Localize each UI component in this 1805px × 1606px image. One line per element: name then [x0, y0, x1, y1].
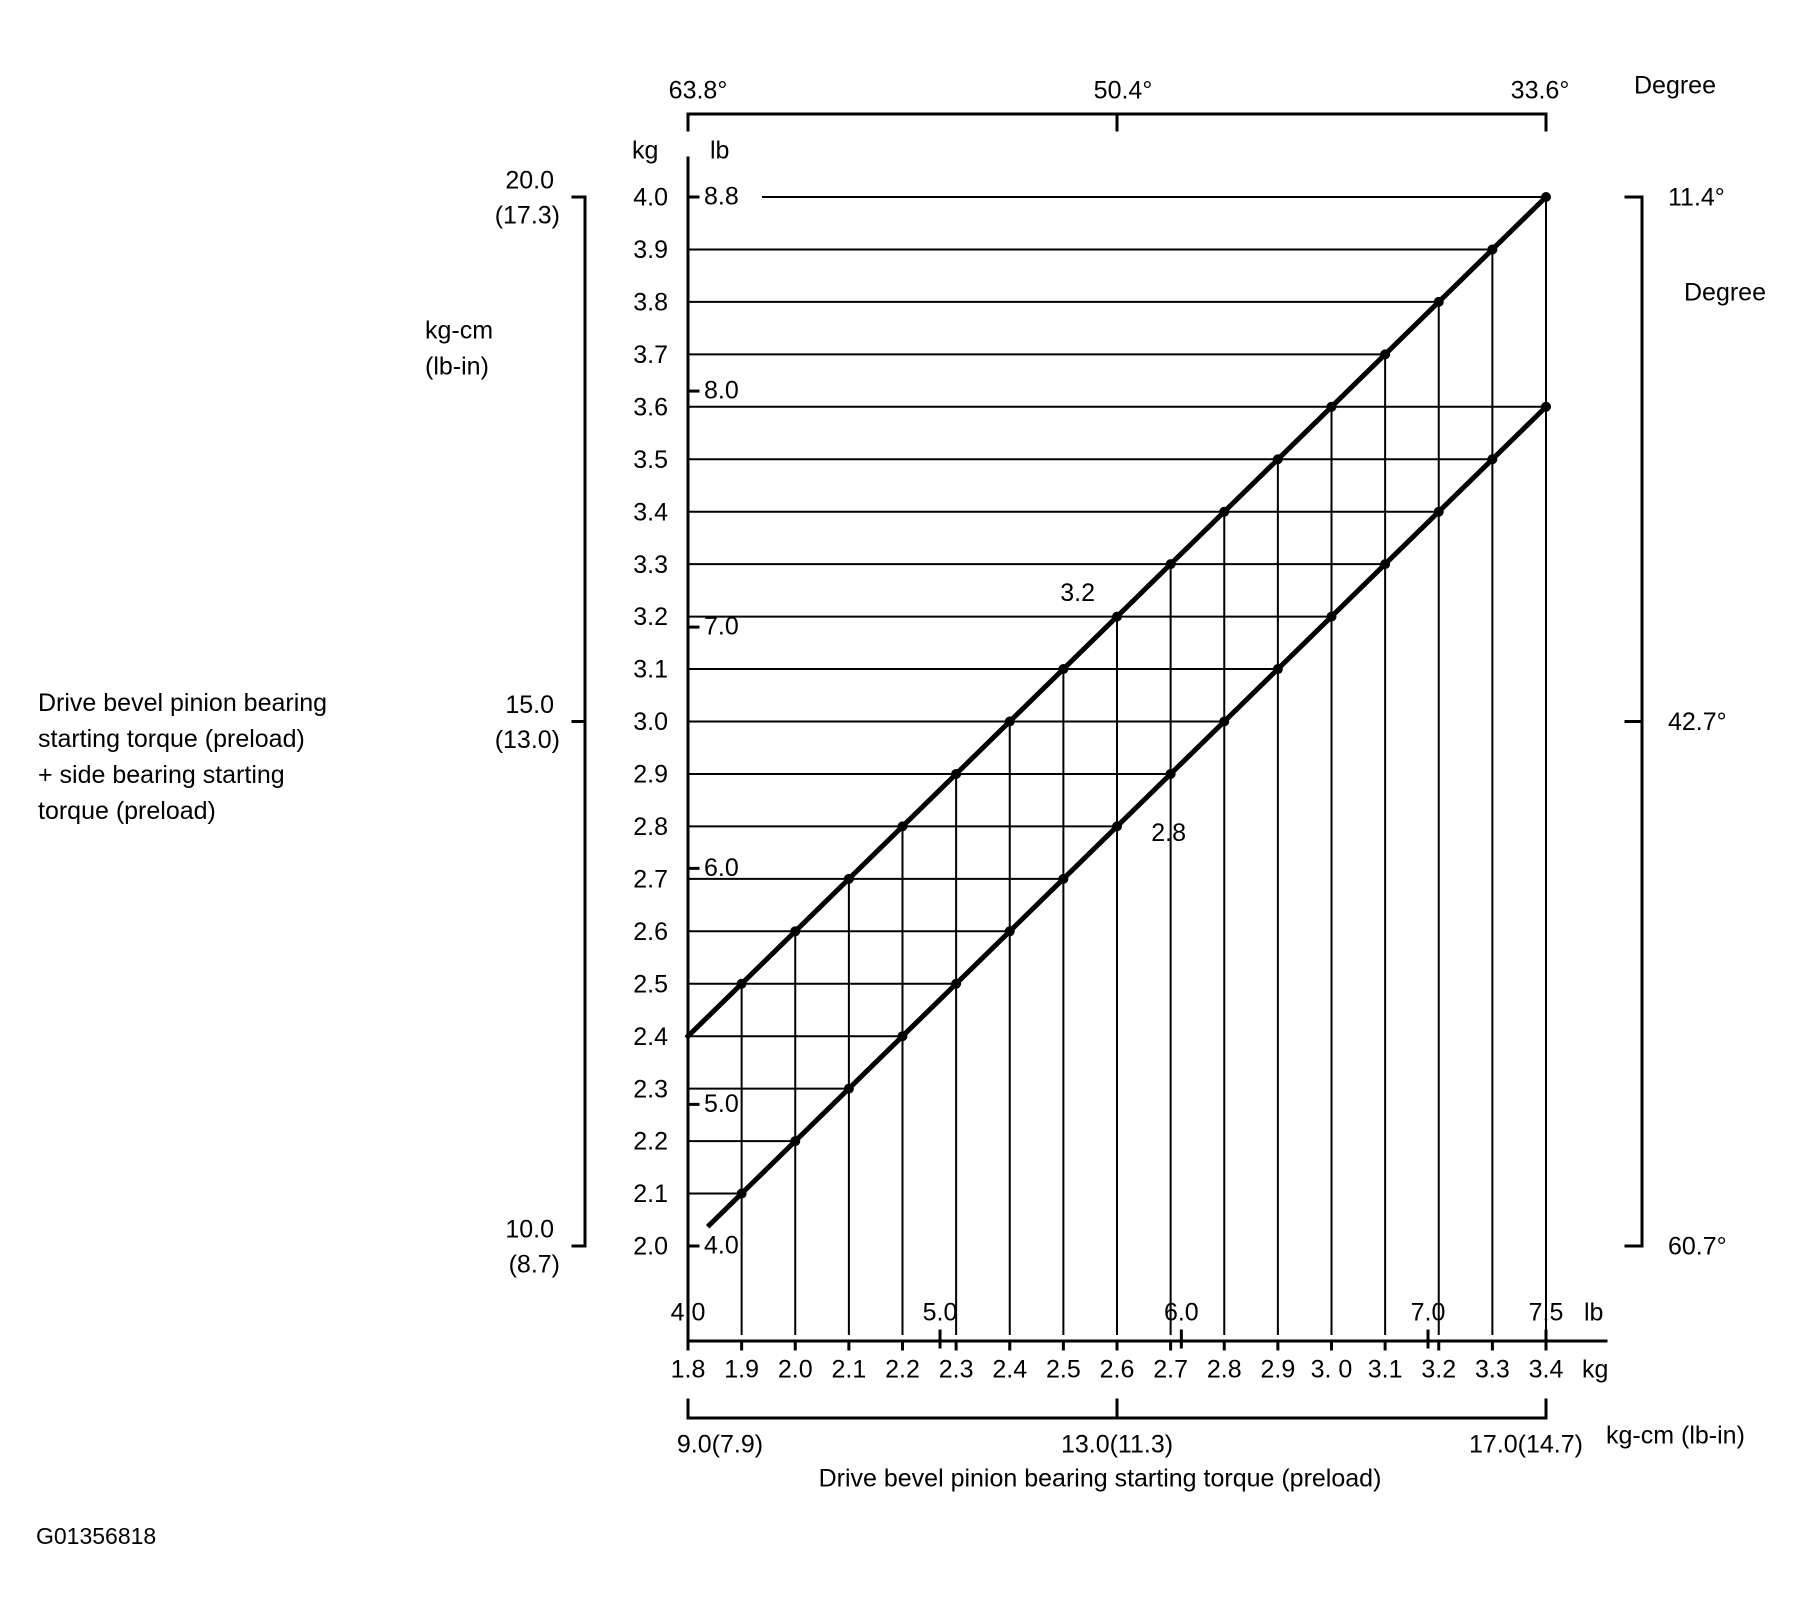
y-kg-tick-label: 2.7 [633, 865, 668, 894]
y-kg-tick-label: 3.8 [633, 288, 668, 317]
x-kg-unit: kg [1582, 1355, 1609, 1384]
y-lb-tick-label: 8.8 [704, 182, 739, 211]
left-caption-line: Drive bevel pinion bearing [38, 689, 328, 717]
axes [573, 114, 1642, 1418]
kgcm-tick-label: 15.0 [505, 691, 554, 720]
x-kg-tick-label: 2.7 [1153, 1355, 1189, 1384]
series-point [1219, 507, 1229, 517]
y-lb-tick-label: 4.0 [704, 1231, 739, 1260]
left-caption-line: torque (preload) [38, 797, 216, 825]
x-lb-tick-label: 7.5 [1528, 1298, 1564, 1327]
x-kg-tick-label: 1.9 [724, 1355, 760, 1384]
series-point [1112, 612, 1122, 622]
x-kg-tick-label: 3.3 [1474, 1355, 1510, 1384]
y-kg-tick-label: 2.0 [633, 1232, 668, 1261]
y-kg-tick-label: 2.4 [633, 1022, 668, 1051]
series-lines [688, 192, 1551, 1225]
x-kg-tick-label: 2.1 [831, 1355, 867, 1384]
right-degree-tick-label: 60.7° [1668, 1232, 1727, 1261]
y-kg-tick-label: 2.1 [633, 1180, 668, 1209]
series-point [1327, 402, 1337, 412]
series-point [1219, 717, 1229, 727]
x-lb-unit: lb [1584, 1298, 1604, 1327]
kgcm-tick-sublabel: (17.3) [494, 201, 560, 230]
y-lb-unit: lb [710, 136, 730, 165]
series-point [1112, 821, 1122, 831]
y-kg-tick-label: 2.3 [633, 1075, 668, 1104]
series-point [951, 979, 961, 989]
series-point [1434, 297, 1444, 307]
kgcm-tick-label: 10.0 [505, 1215, 554, 1244]
series-point [1434, 507, 1444, 517]
y-kg-tick-label: 3.4 [633, 498, 668, 527]
x-lb-tick-label: 6.0 [1163, 1298, 1199, 1327]
x-kg-tick-label: 3. 0 [1310, 1355, 1353, 1384]
left-caption-line: starting torque (preload) [38, 725, 305, 753]
figure-id: G01356818 [36, 1523, 157, 1549]
series-point [1273, 454, 1283, 464]
x-kg-tick-label: 3.2 [1421, 1355, 1457, 1384]
series-line [709, 407, 1546, 1225]
x-axis-title: Drive bevel pinion bearing starting torque (preload) [818, 1464, 1382, 1493]
series-point [1166, 559, 1176, 569]
series-point [1058, 664, 1068, 674]
x-kgcm-unit: kg-cm (lb-in) [1606, 1421, 1745, 1450]
y-kg-tick-label: 3.2 [633, 603, 668, 632]
right-degree-tick-label: 11.4° [1668, 183, 1725, 212]
kgcm-tick-sublabel: (8.7) [508, 1250, 560, 1279]
x-kgcm-tick-label: 13.0(11.3) [1060, 1430, 1174, 1459]
kgcm-tick-label: 20.0 [505, 166, 554, 195]
series-point [951, 769, 961, 779]
y-kg-unit: kg [632, 136, 659, 165]
y-kg-tick-label: 3.7 [633, 340, 668, 369]
y-kg-tick-label: 2.9 [633, 760, 668, 789]
x-kg-tick-label: 1.8 [670, 1355, 706, 1384]
left-caption [38, 685, 327, 829]
kgcm-tick-sublabel: (13.0) [494, 726, 560, 755]
series-point [844, 874, 854, 884]
x-lb-tick-label: 4.0 [670, 1298, 706, 1327]
series-point [790, 926, 800, 936]
series-point [844, 1084, 854, 1094]
top-degree-tick-label: 33.6° [1510, 76, 1570, 105]
series-point [1058, 874, 1068, 884]
y-kg-tick-label: 2.6 [633, 917, 668, 946]
x-kg-tick-label: 2.3 [938, 1355, 974, 1384]
series-point [1166, 769, 1176, 779]
y-kg-tick-label: 3.5 [633, 445, 668, 474]
y-kg-tick-label: 3.6 [633, 393, 668, 422]
x-kg-tick-label: 2.2 [885, 1355, 920, 1384]
y-kg-tick-label: 3.9 [633, 236, 668, 265]
series-point [737, 1189, 747, 1199]
y-kg-tick-label: 3.3 [633, 550, 668, 579]
y-kg-tick-label: 2.5 [633, 970, 668, 999]
y-kg-tick-label: 2.8 [633, 813, 668, 842]
x-kgcm-tick-label: 17.0(14.7) [1469, 1430, 1583, 1459]
series-point [1541, 192, 1551, 202]
series-point [1487, 244, 1497, 254]
x-kg-tick-label: 2.6 [1099, 1355, 1135, 1384]
series-point [1005, 717, 1015, 727]
series-label: 3.2 [1060, 579, 1095, 608]
y-lb-tick-label: 5.0 [704, 1089, 739, 1118]
y-lb-tick-label: 8.0 [704, 376, 739, 405]
y-lb-tick-label: 7.0 [704, 612, 739, 641]
y-lb-tick-label: 6.0 [704, 853, 739, 882]
kgcm-unit: kg-cm [425, 316, 494, 345]
chart-labels [425, 72, 1766, 1493]
y-kg-tick-label: 3.1 [633, 655, 668, 684]
x-kg-tick-label: 3.1 [1367, 1355, 1403, 1384]
series-point [1380, 559, 1390, 569]
kgcm-unit: (lb-in) [425, 352, 489, 381]
grid-lines [688, 197, 1546, 1334]
series-point [737, 979, 747, 989]
x-kg-tick-label: 3.4 [1528, 1355, 1564, 1384]
top-degree-tick-label: 50.4° [1093, 76, 1153, 105]
x-kg-tick-label: 2.4 [992, 1355, 1028, 1384]
x-kg-tick-label: 2.0 [777, 1355, 813, 1384]
series-point [790, 1136, 800, 1146]
series-point [1005, 926, 1015, 936]
x-kg-tick-label: 2.5 [1045, 1355, 1081, 1384]
series-point [1487, 454, 1497, 464]
series-point [1327, 612, 1337, 622]
series-point [898, 1031, 908, 1041]
series-point [1541, 402, 1551, 412]
x-lb-tick-label: 7.0 [1410, 1298, 1446, 1327]
y-kg-tick-label: 3.0 [633, 708, 668, 737]
y-kg-tick-label: 4.0 [633, 183, 668, 212]
right-degree-unit: Degree [1684, 278, 1766, 307]
series-label: 2.8 [1151, 819, 1187, 848]
series-point [1273, 664, 1283, 674]
series-point [898, 821, 908, 831]
x-kgcm-tick-label: 9.0(7.9) [676, 1430, 764, 1459]
x-kg-tick-label: 2.9 [1260, 1355, 1296, 1384]
x-kg-tick-label: 2.8 [1206, 1355, 1242, 1384]
series-point [1380, 349, 1390, 359]
right-degree-tick-label: 42.7° [1668, 708, 1727, 737]
left-caption-line: + side bearing starting [38, 761, 285, 789]
x-lb-tick-label: 5.0 [922, 1298, 958, 1327]
top-degree-unit: Degree [1634, 71, 1716, 100]
top-degree-tick-label: 63.8° [668, 76, 728, 105]
y-kg-tick-label: 2.2 [633, 1127, 668, 1156]
